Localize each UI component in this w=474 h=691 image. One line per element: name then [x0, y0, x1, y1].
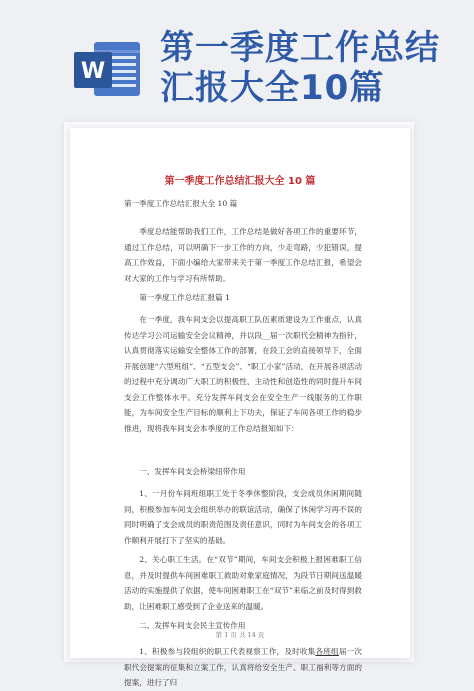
banner: [0, 0, 474, 115]
document-page: [70, 128, 410, 658]
paragraph-4: [124, 644, 362, 687]
word-logo-letter: W: [80, 59, 106, 84]
paragraph-4-text: 1、积极参与段组织的职工代表视察工作，及时收集: [139, 647, 316, 656]
document-subtitle: 第一季度工作总结汇报大全 10 篇: [124, 199, 238, 208]
page-number: 第 1 页 共 14 页: [215, 631, 265, 639]
intro-paragraph: 季度总结能帮助我们工作，工作总结是做好各项工作的重要环节，通过工作总结，可以明确下一步工作的方向，少走弯路，少犯错误，提高工作效益，下面小编给大家带来关于第一季度工作总结汇报，希望会对大家的工作与学习有所帮助。: [124, 227, 362, 283]
document-title: 第一季度工作总结汇报大全 10 篇: [164, 176, 316, 187]
section-heading-3: 二、发挥车间支会民主宣传作用: [139, 621, 246, 630]
paragraph-2: 1、一月份车间班组职工处于冬季休整阶段，支会成员休闲期间随同，积极参加车间支会组织举办的联谊活动，确保了休闲学习再不误的同时明确了支会成员的职责范围及责任意识，同时为车间支会的各项工作顺利开展打下了坚实的基础。: [124, 489, 362, 545]
banner-title-line-1: 第一季度工作总结: [160, 28, 440, 68]
paragraph-4-text-end: 届一次职代会提案的征集和立案工作，认真将给安全生产、职工福利等方面的提案，进行了归: [124, 647, 362, 687]
paragraph-3: 2、关心职工生活。在“双节”期间，车间支会积极上报困难职工信息，并及时提供车间困难职工救助对象家庭情况，为段节日期间送温暖活动的实施提供了依据，使车间困难职工在“双节”来临之前及时得到救助，让困难职工感受到了企业送来的温暖。: [124, 555, 362, 611]
word-document-icon: [72, 38, 142, 100]
section-heading-1: 第一季度工作总结汇报篇 1: [139, 293, 230, 302]
banner-title-line-2: 汇报大全10篇: [160, 68, 385, 108]
paragraph-4-underlined: 各班组: [315, 647, 339, 656]
section-heading-2: 一、发挥车间支会桥梁纽带作用: [139, 467, 246, 476]
paragraph-1: 在一季度，我车间支会以提高职工队伍素质建设为工作重点，认真传达学习公司运输安全会议精神，并以段__届一次职代会精神为指针，认真贯彻落实运输安全整体工作的部署，在段工会的直接领导下，全面开展创建“六型班组”、“五型支会”、“职工小家”活动，在开展各项活动的过程中充分调动广大职工的积极性、主动性和创造性的同时提升车间支会工作整体水平。充分发挥车间支会在安全生产一线服务的工作职能，为车间安全生产目标的顺利上下功夫，保证了车间各项工作的稳步推进，现将我车间支会本季度的工作总结报知如下：: [124, 315, 362, 433]
